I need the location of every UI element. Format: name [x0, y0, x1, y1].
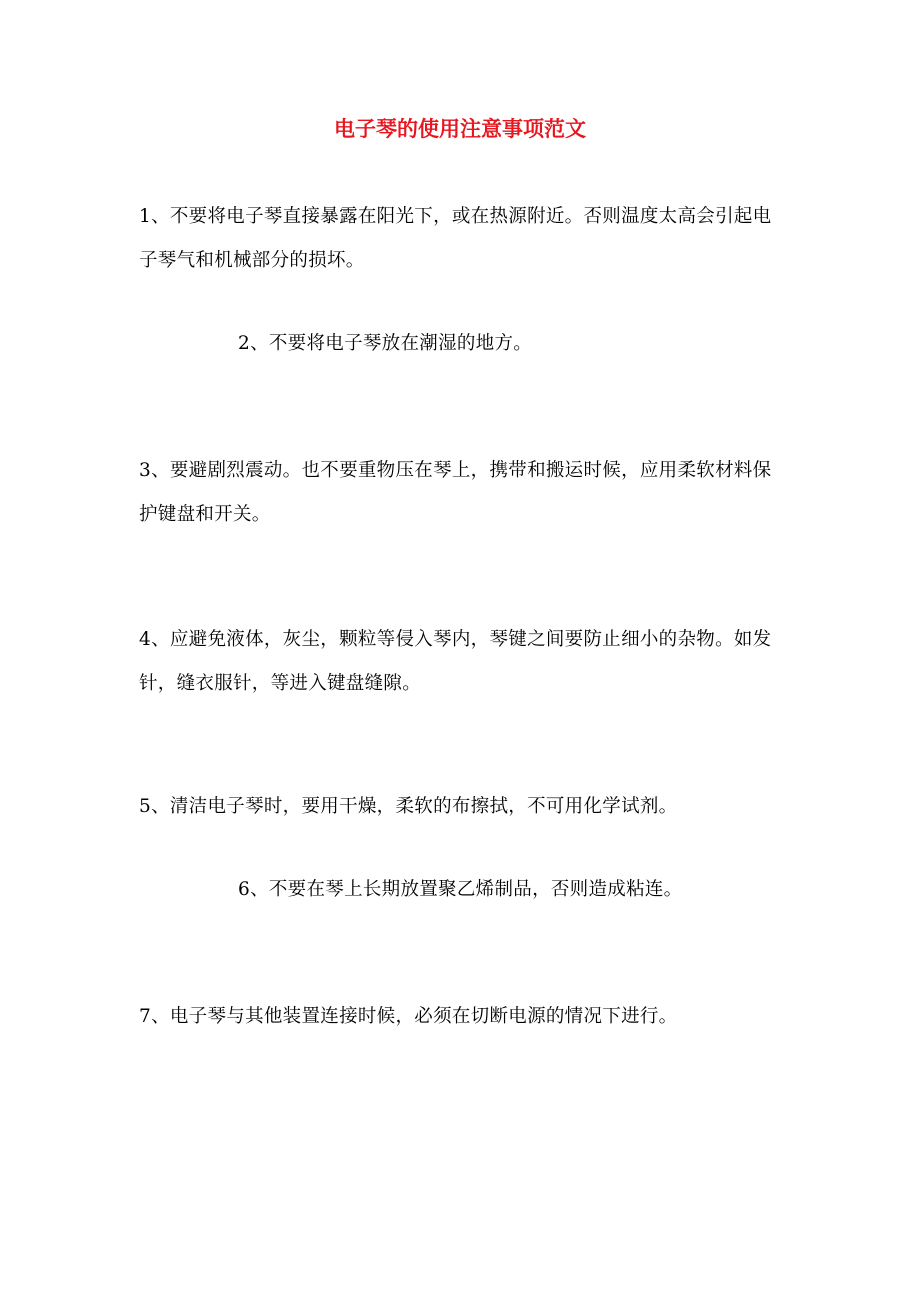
paragraph-1: 1、不要将电子琴直接暴露在阳光下，或在热源附近。否则温度太高会引起电子琴气和机械部分的损坏。 [139, 206, 772, 271]
paragraph-7: 7、电子琴与其他装置连接时候，必须在切断电源的情况下进行。 [139, 1006, 678, 1027]
paragraph-3: 3、要避剧烈震动。也不要重物压在琴上，携带和搬运时候，应用柔软材料保护键盘和开关。 [139, 460, 772, 525]
paragraph-6: 6、不要在琴上长期放置聚乙烯制品，否则造成粘连。 [238, 879, 683, 900]
paragraph-2: 2、不要将电子琴放在潮湿的地方。 [238, 333, 533, 354]
document-title: 电子琴的使用注意事项范文 [334, 116, 586, 141]
paragraph-4: 4、应避免液体，灰尘，颗粒等侵入琴内，琴键之间要防止细小的杂物。如发针，缝衣服针，等进入键盘缝隙。 [139, 629, 772, 694]
paragraph-5: 5、清洁电子琴时，要用干燥，柔软的布擦拭，不可用化学试剂。 [139, 796, 678, 817]
